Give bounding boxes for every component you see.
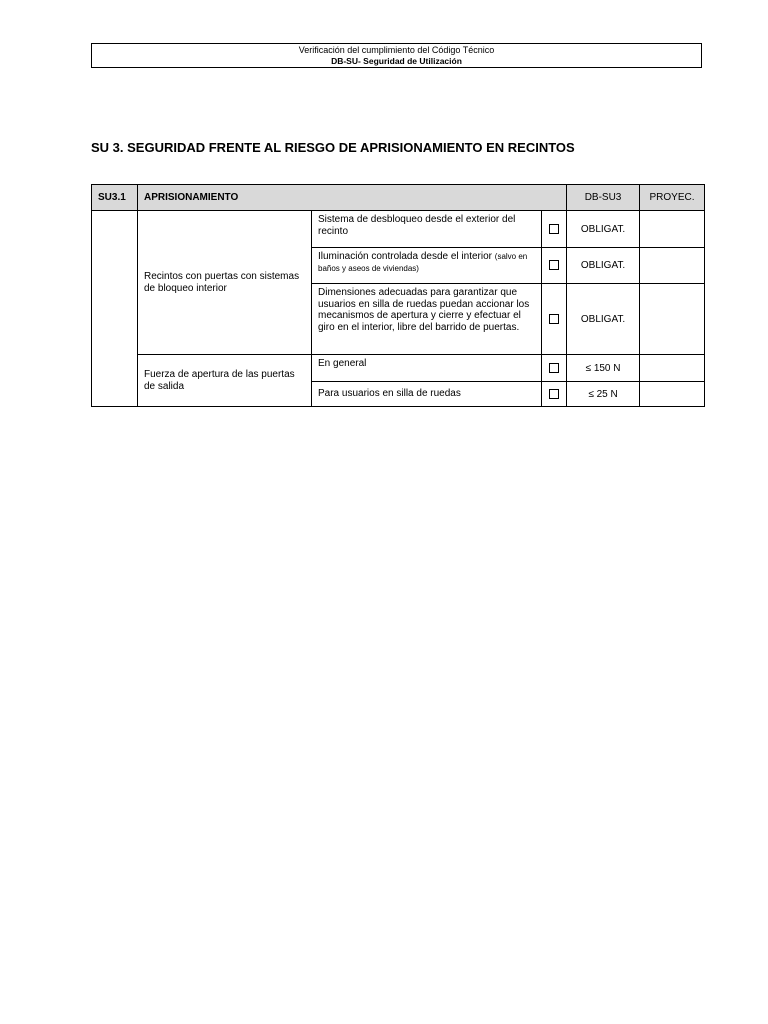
- checkbox[interactable]: [549, 260, 559, 270]
- requirement-text: Sistema de desbloqueo desde el exterior del recinto: [312, 211, 542, 248]
- header-subtitle: DB-SU- Seguridad de Utilización: [331, 56, 462, 66]
- checkbox[interactable]: [549, 363, 559, 373]
- section-heading: APRISIONAMIENTO: [138, 185, 567, 211]
- table-header-row: [92, 185, 705, 211]
- requirement-value: OBLIGAT.: [567, 284, 640, 355]
- requirement-value: OBLIGAT.: [567, 248, 640, 284]
- code-column-blank: [92, 211, 138, 407]
- project-value-cell[interactable]: [640, 248, 705, 284]
- checkbox[interactable]: [549, 314, 559, 324]
- requirement-note: (salvo en baños y aseos de viviendas): [318, 252, 528, 273]
- column-header-project: PROYEC.: [640, 185, 705, 211]
- checkbox-cell[interactable]: [542, 248, 567, 284]
- table-row: [92, 355, 705, 382]
- requirement-value: ≤ 25 N: [567, 382, 640, 407]
- project-value-cell[interactable]: [640, 382, 705, 407]
- requirement-text: Dimensiones adecuadas para garantizar que usuarios en silla de ruedas puedan accionar los mecanismos de apertura y cierre y efectuar el giro en el interior, libre del barrido de puertas.: [312, 284, 542, 355]
- project-value-cell[interactable]: [640, 284, 705, 355]
- requirement-value: OBLIGAT.: [567, 211, 640, 248]
- checkbox-cell[interactable]: [542, 284, 567, 355]
- project-value-cell[interactable]: [640, 355, 705, 382]
- project-value-cell[interactable]: [640, 211, 705, 248]
- section-code: SU3.1: [92, 185, 138, 211]
- checkbox-cell[interactable]: [542, 382, 567, 407]
- requirement-text: [312, 248, 542, 284]
- column-header-db: DB-SU3: [567, 185, 640, 211]
- requirement-value: ≤ 150 N: [567, 355, 640, 382]
- header-title: Verificación del cumplimiento del Código Técnico: [298, 45, 495, 55]
- checkbox-cell[interactable]: [542, 355, 567, 382]
- document-header: [91, 43, 702, 68]
- requirement-text: En general: [312, 355, 542, 382]
- section-title: SU 3. SEGURIDAD FRENTE AL RIESGO DE APRISIONAMIENTO EN RECINTOS: [91, 140, 575, 155]
- checkbox-cell[interactable]: [542, 211, 567, 248]
- aprisionamiento-table: [91, 184, 705, 407]
- checkbox[interactable]: [549, 224, 559, 234]
- category-label: Fuerza de apertura de las puertas de salida: [138, 355, 312, 407]
- category-label: Recintos con puertas con sistemas de bloqueo interior: [138, 211, 312, 355]
- table-row: [92, 211, 705, 248]
- checkbox[interactable]: [549, 389, 559, 399]
- requirement-main-text: Iluminación controlada desde el interior: [318, 251, 495, 262]
- requirement-text: Para usuarios en silla de ruedas: [312, 382, 542, 407]
